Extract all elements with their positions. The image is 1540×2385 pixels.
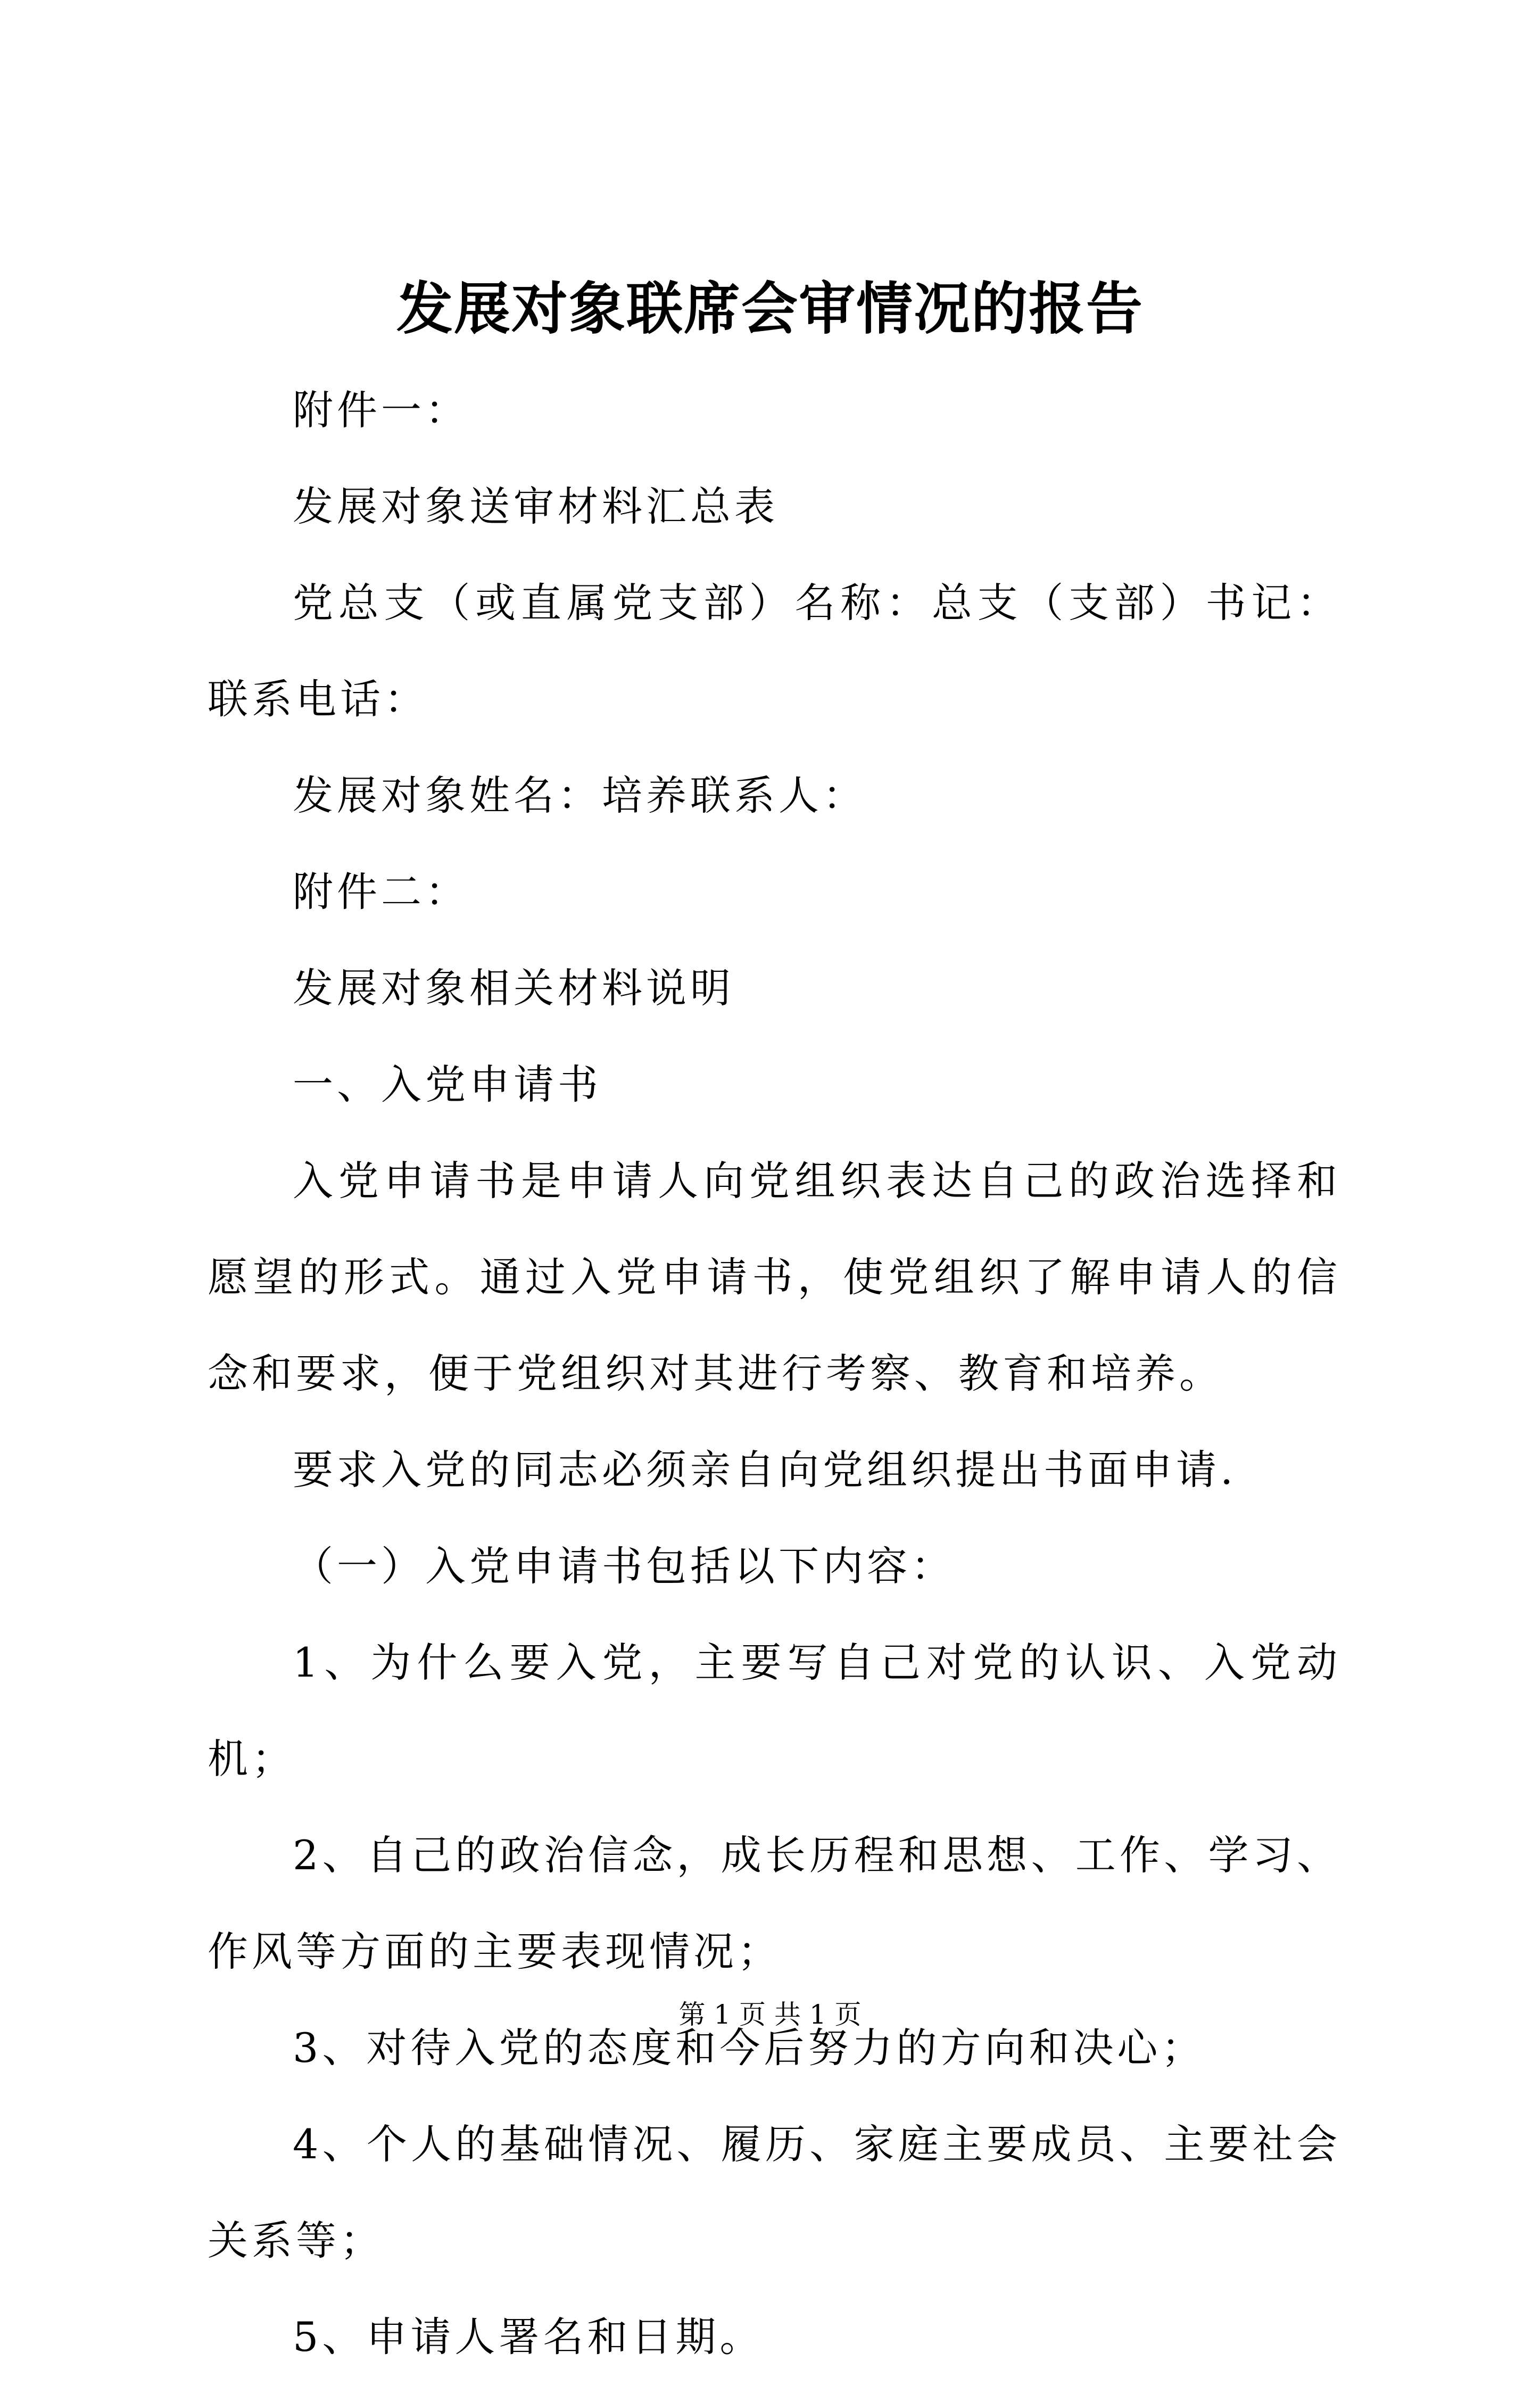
paragraph-application-description: 入党申请书是申请人向党组织表达自己的政治选择和愿望的形式。通过入党申请书，使党组织了解申请人的信念和要求，便于党组织对其进行考察、教育和培养。 (208, 1157, 1341, 1397)
paragraph-attachment-one: 附件一： (293, 386, 469, 434)
list-item-3: 3、对待入党的态度和今后努力的方向和决心； (293, 2024, 1206, 2072)
paragraph-attachment-two: 附件二： (293, 868, 469, 915)
paragraph-candidate-info: 发展对象姓名：培养联系人： (293, 772, 867, 819)
paragraph-written-requirement: 要求入党的同志必须亲自向党组织提出书面申请. (293, 1446, 1237, 1493)
paragraph-section-heading: 一、入党申请书 (293, 1061, 602, 1108)
list-item-4: 4、个人的基础情况、履历、家庭主要成员、主要社会关系等； (208, 2120, 1341, 2264)
list-item-1: 1、为什么要入党，主要写自己对党的认识、入党动机； (208, 1639, 1341, 1782)
document-title: 发展对象联席会审情况的报告 (396, 275, 1144, 342)
list-item-5: 5、申请人署名和日期。 (293, 2313, 764, 2361)
paragraph-branch-info: 党总支（或直属党支部）名称：总支（支部）书记：联系电话： (208, 579, 1341, 723)
document-body (208, 362, 1341, 2385)
list-item-2: 2、自己的政治信念，成长历程和思想、工作、学习、作风等方面的主要表现情况； (208, 1831, 1341, 1975)
paragraph-contents-heading: （一）入党申请书包括以下内容： (293, 1542, 955, 1590)
page-footer: 第 1 页 共 1 页 (678, 1999, 862, 2030)
paragraph-materials-title: 发展对象相关材料说明 (293, 964, 734, 1012)
paragraph-summary-table-title: 发展对象送审材料汇总表 (293, 483, 779, 530)
